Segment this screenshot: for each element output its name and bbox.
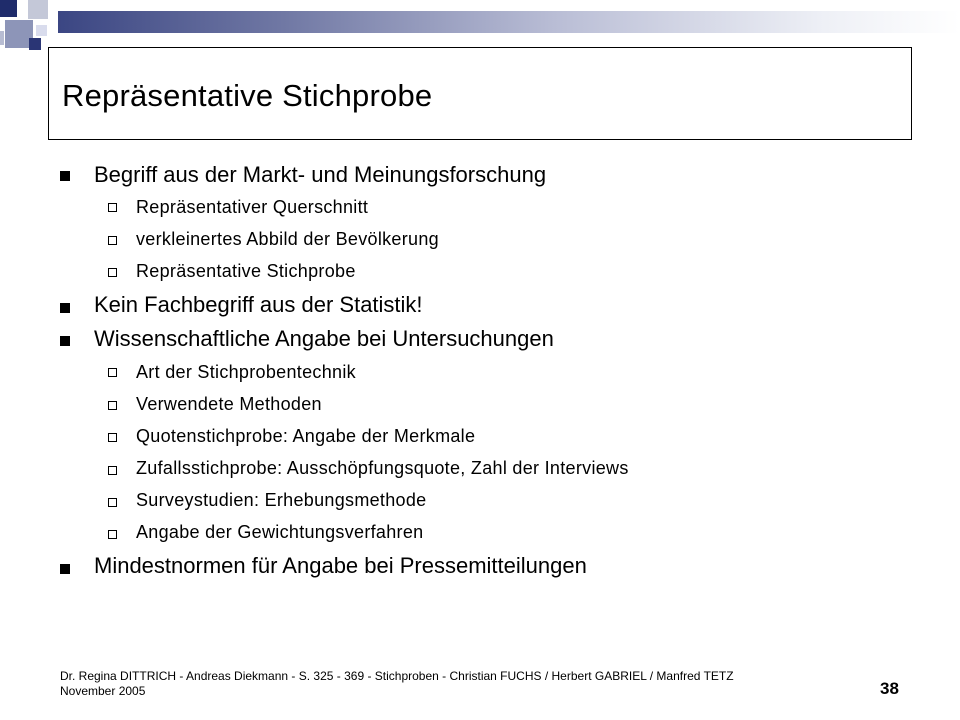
slide-title: Repräsentative Stichprobe [62, 78, 433, 113]
sub-bullet-text: Zufallsstichprobe: Ausschöpfungsquote, Zahl der Interviews [136, 458, 629, 478]
sub-bullet-text: Surveystudien: Erhebungsmethode [136, 490, 427, 510]
hollow-square-bullet-icon [108, 368, 117, 377]
square-bullet-icon [60, 303, 70, 313]
hollow-square-bullet-icon [108, 203, 117, 212]
hollow-square-bullet-icon [108, 530, 117, 539]
hollow-square-bullet-icon [108, 268, 117, 277]
bullet-text: Wissenschaftliche Angabe bei Untersuchungen [94, 326, 554, 351]
footer-authors: Dr. Regina DITTRICH - Andreas Diekmann - S. 325 - 369 - Stichproben - Christian FUCHS / Herbert GABRIEL / Manfred TETZ [60, 669, 734, 683]
hollow-square-bullet-icon [108, 236, 117, 245]
bullet-text: Begriff aus der Markt- und Meinungsforschung [94, 162, 547, 187]
hollow-square-bullet-icon [108, 498, 117, 507]
sub-bullet-text: verkleinertes Abbild der Bevölkerung [136, 229, 439, 249]
hollow-square-bullet-icon [108, 401, 117, 410]
sub-bullet-text: Repräsentativer Querschnitt [136, 197, 369, 217]
sub-bullet-text: Angabe der Gewichtungsverfahren [136, 522, 424, 542]
page-number: 38 [880, 679, 899, 698]
square-bullet-icon [60, 336, 70, 346]
hollow-square-bullet-icon [108, 466, 117, 475]
slide-footer [60, 669, 734, 699]
bullet-text: Kein Fachbegriff aus der Statistik! [94, 292, 423, 317]
square-bullet-icon [60, 171, 70, 181]
footer-date: November 2005 [60, 684, 146, 698]
sub-bullet-text: Quotenstichprobe: Angabe der Merkmale [136, 426, 476, 446]
square-bullet-icon [60, 564, 70, 574]
sub-bullet-text: Art der Stichprobentechnik [136, 362, 356, 382]
sub-bullet-text: Repräsentative Stichprobe [136, 261, 356, 281]
bullet-text: Mindestnormen für Angabe bei Pressemitteilungen [94, 553, 587, 578]
hollow-square-bullet-icon [108, 433, 117, 442]
sub-bullet-text: Verwendete Methoden [136, 394, 322, 414]
